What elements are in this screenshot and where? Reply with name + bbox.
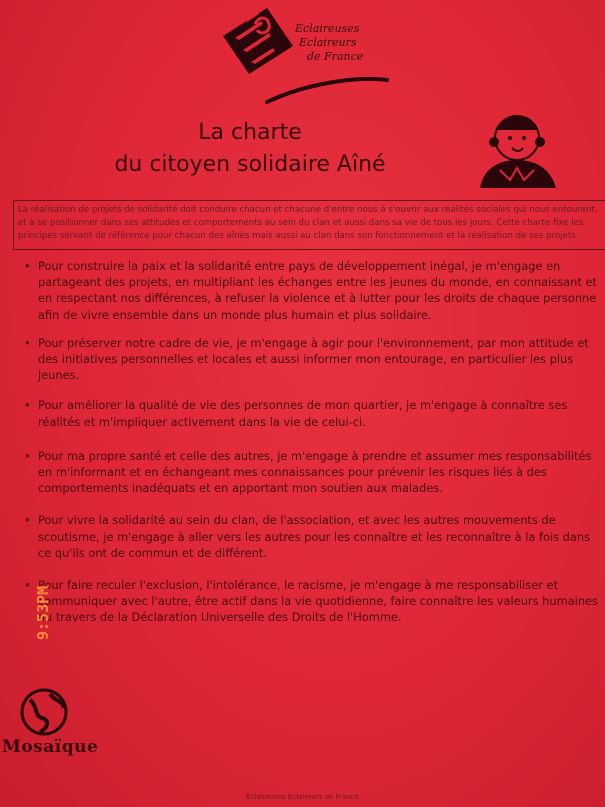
item-line: jeunes.: [38, 368, 80, 383]
item-line: • Pour construire la paix et la solidarité entre pays de développement inégal, je m'engage en: [38, 259, 561, 273]
intro-box: [13, 200, 605, 250]
footer-text: Eclaireuses Eclaireurs de France: [246, 793, 359, 801]
girl-illustration: [470, 108, 565, 190]
item-line: ce qu'ils ont de commun et de différent.: [38, 545, 267, 560]
title-line-2: du citoyen solidaire Aîné: [114, 152, 386, 177]
girl-icon: [470, 108, 565, 190]
commitment-list: [24, 258, 605, 626]
logo-text: [295, 22, 363, 64]
mosaic-label: Mosaïque: [2, 737, 99, 757]
item-line: partageant des projets, en multipliant les échanges entre les jeunes du monde, en connaissant et: [38, 275, 597, 290]
camera-timestamp: 9:53PM: [34, 585, 52, 640]
intro-line: et à se positionner dans ses attitudes et comportements au sein du clan et aussi dans sa vie de tous les jours. Cette charte fixe les: [18, 218, 584, 228]
logo-line: Eclaireurs: [299, 36, 357, 49]
item-line: • Pour ma propre santé et celle des autres, je m'engage à prendre et assumer mes responsabilités: [38, 448, 592, 463]
item-line: scoutisme, je m'engage à aller vers les autres pour les connaître et les reconnaître à la fois dans: [38, 529, 591, 544]
item-line: des initiatives personnelles et locales et aussi informer mon entourage, en particulier les plus: [38, 352, 574, 367]
intro-line: La réalisation de projets de solidarité doit conduire chacun et chacune d'entre nous à s'ouvrir aux réalités sociales qui nous entourent,: [18, 205, 598, 215]
page-title: [60, 117, 440, 181]
item-line: • Pour vivre la solidarité au sein du clan, de l'association, et avec les autres mouvements de: [38, 513, 556, 528]
item-line: • Pour préserver notre cadre de vie, je m'engage à agir pour l'environnement, par mon attitude et: [38, 335, 589, 350]
intro-line: principes servant de référence pour chacun des aînés mais aussi au clan dans son fonctionnement et la réalisation de ses projets.: [18, 231, 579, 241]
item-line: afin de vivre ensemble dans un monde plus humain et plus solidaire.: [38, 307, 432, 322]
list-item: [24, 512, 605, 561]
logo-line: de France: [307, 50, 364, 63]
title-line-1: La charte: [198, 120, 302, 145]
item-line: comportements inadéquats et en apportant mon soutien aux malades.: [38, 481, 443, 496]
list-item: [24, 258, 605, 323]
item-line: • Pour faire reculer l'exclusion, l'intolérance, le racisme, je m'engage à me responsabiliser et: [38, 578, 559, 593]
list-item: [24, 577, 605, 626]
logo-line: Eclaireuses: [295, 22, 360, 35]
list-item: [24, 335, 605, 384]
list-item: [24, 448, 605, 497]
item-line: communiquer avec l'autre, être actif dans la vie quotidienne, faire connaître les valeurs humaines: [38, 594, 598, 609]
globe-icon: [0, 688, 110, 738]
list-item: [24, 397, 605, 429]
item-line: en respectant nos différences, à refuser la violence et à lutter pour les droits de chaque personne: [38, 291, 597, 306]
efdf-logo: [215, 2, 405, 112]
item-line: au travers de la Déclaration Universelle des Droits de l'Homme.: [38, 610, 402, 625]
item-line: • Pour améliorer la qualité de vie des personnes de mon quartier, je m'engage à connaître ses: [38, 398, 568, 413]
item-line: réalités et m'impliquer activement dans la vie de celui-ci.: [38, 414, 366, 429]
item-line: en m'informant et en échangeant mes connaissances pour prévenir les risques liés à des: [38, 465, 547, 480]
